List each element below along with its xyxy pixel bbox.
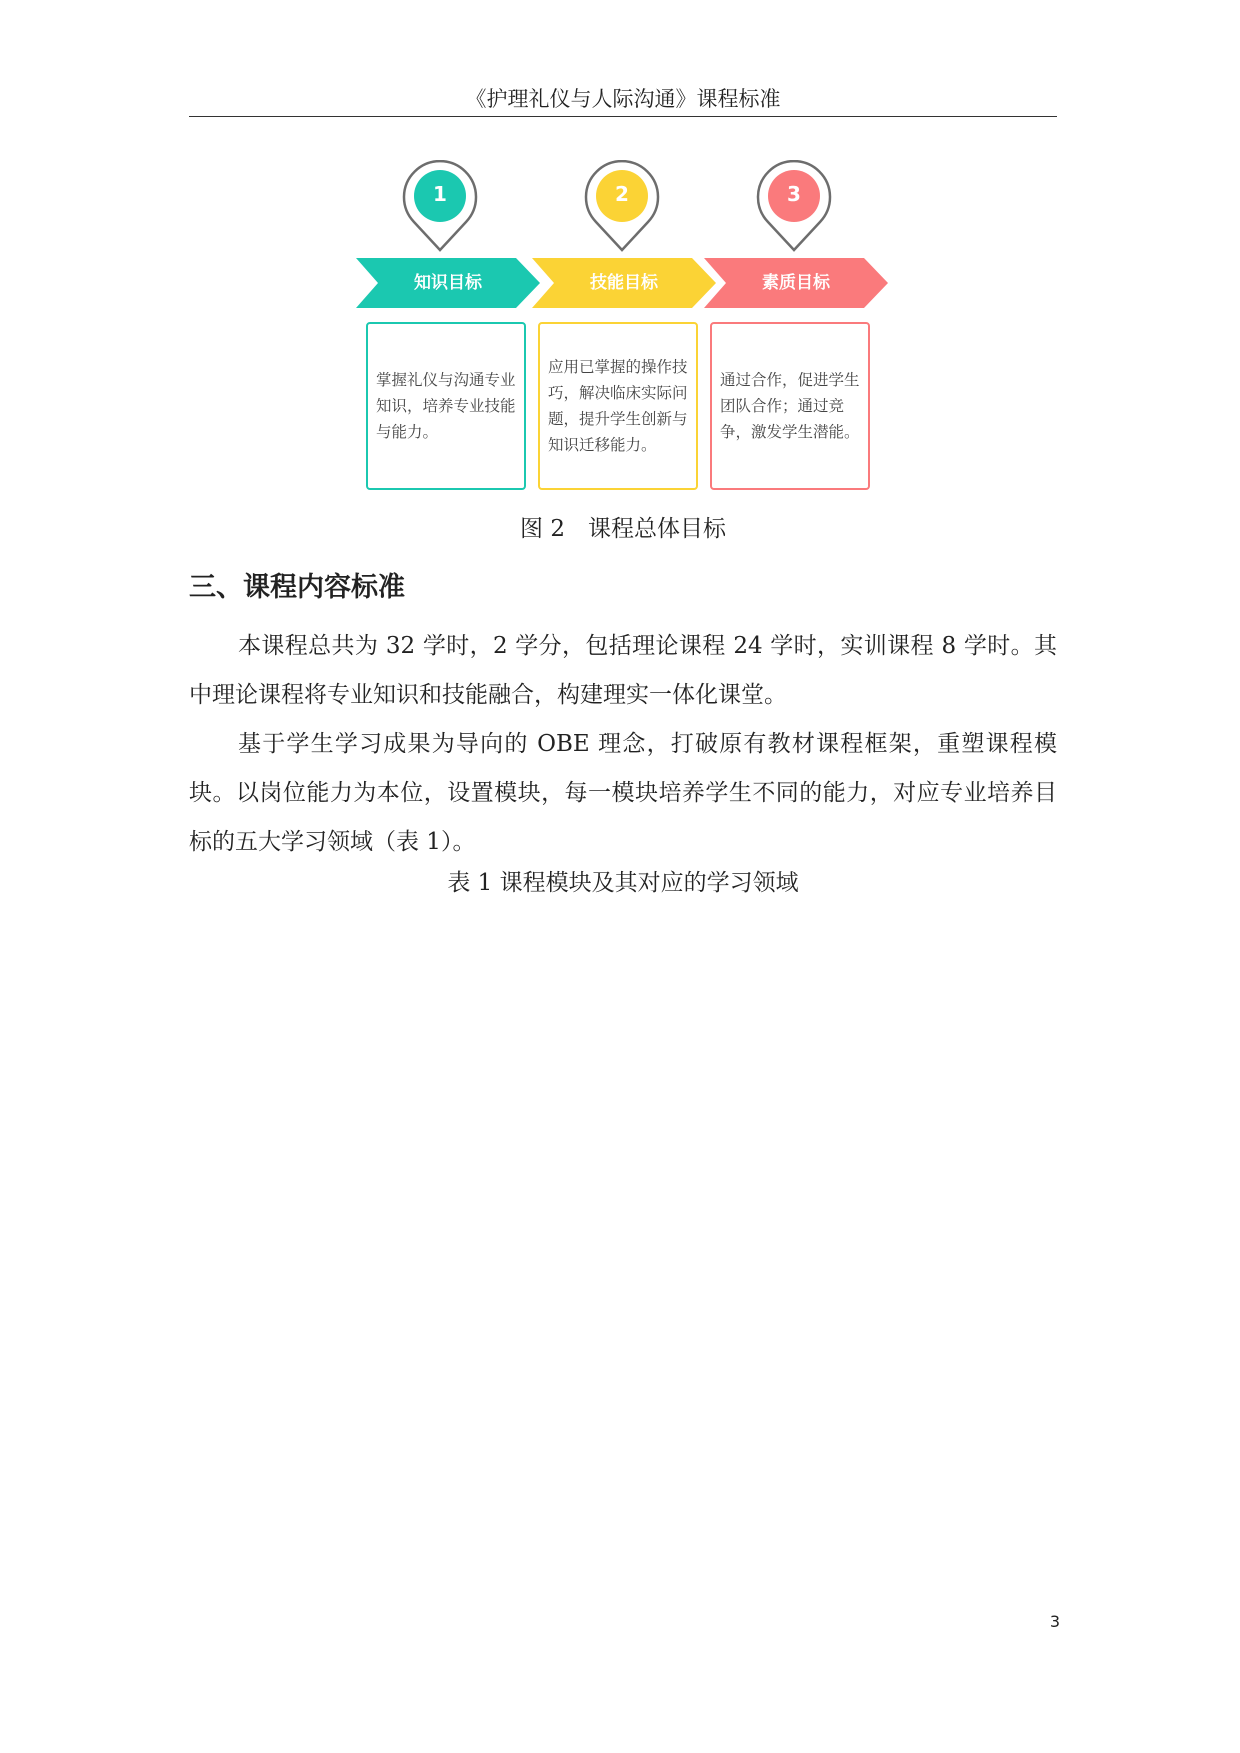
paragraph-2: 基于学生学习成果为导向的 OBE 理念，打破原有教材课程框架，重塑课程模块。以岗位能力为本位，设置模块，每一模块培养学生不同的能力，对应专业培养目标的五大学习领域（表 1）。 [189, 731, 1057, 855]
goal-box-2 [538, 322, 698, 490]
goal-pin-3 [754, 160, 834, 255]
goal-banner-3 [704, 258, 888, 308]
goal-number: 3 [787, 182, 801, 206]
goal-label: 素质目标 [762, 273, 830, 293]
goal-pin-2 [582, 160, 662, 255]
section-heading: 三、课程内容标准 [189, 572, 405, 603]
map-pin-icon [400, 160, 480, 255]
goal-label: 知识目标 [414, 273, 482, 293]
table-caption: 表 1 课程模块及其对应的学习领域 [447, 870, 799, 896]
paragraph-1: 本课程总共为 32 学时，2 学分，包括理论课程 24 学时，实训课程 8 学时。其中理论课程将专业知识和技能融合，构建理实一体化课堂。 [189, 633, 1057, 708]
goal-box-3 [710, 322, 870, 490]
course-goals-figure [350, 160, 890, 500]
goal-number: 2 [615, 182, 629, 206]
goal-label: 技能目标 [590, 273, 658, 293]
goal-text: 应用已掌握的操作技巧，解决临床实际问题，提升学生创新与知识迁移能力。 [548, 358, 688, 454]
goal-text: 通过合作，促进学生团队合作；通过竞争，激发学生潜能。 [720, 371, 860, 441]
map-pin-icon [754, 160, 834, 255]
goal-pin-1 [400, 160, 480, 255]
figure-caption: 图 2 课程总体目标 [520, 516, 726, 542]
page-header: 《护理礼仪与人际沟通》课程标准 [189, 82, 1057, 117]
goal-banner-2 [532, 258, 716, 308]
goal-banner-1 [356, 258, 540, 308]
goal-box-1 [366, 322, 526, 490]
goal-number: 1 [433, 182, 447, 206]
page-number: 3 [1049, 1612, 1060, 1631]
goal-text: 掌握礼仪与沟通专业知识，培养专业技能与能力。 [376, 371, 516, 441]
map-pin-icon [582, 160, 662, 255]
